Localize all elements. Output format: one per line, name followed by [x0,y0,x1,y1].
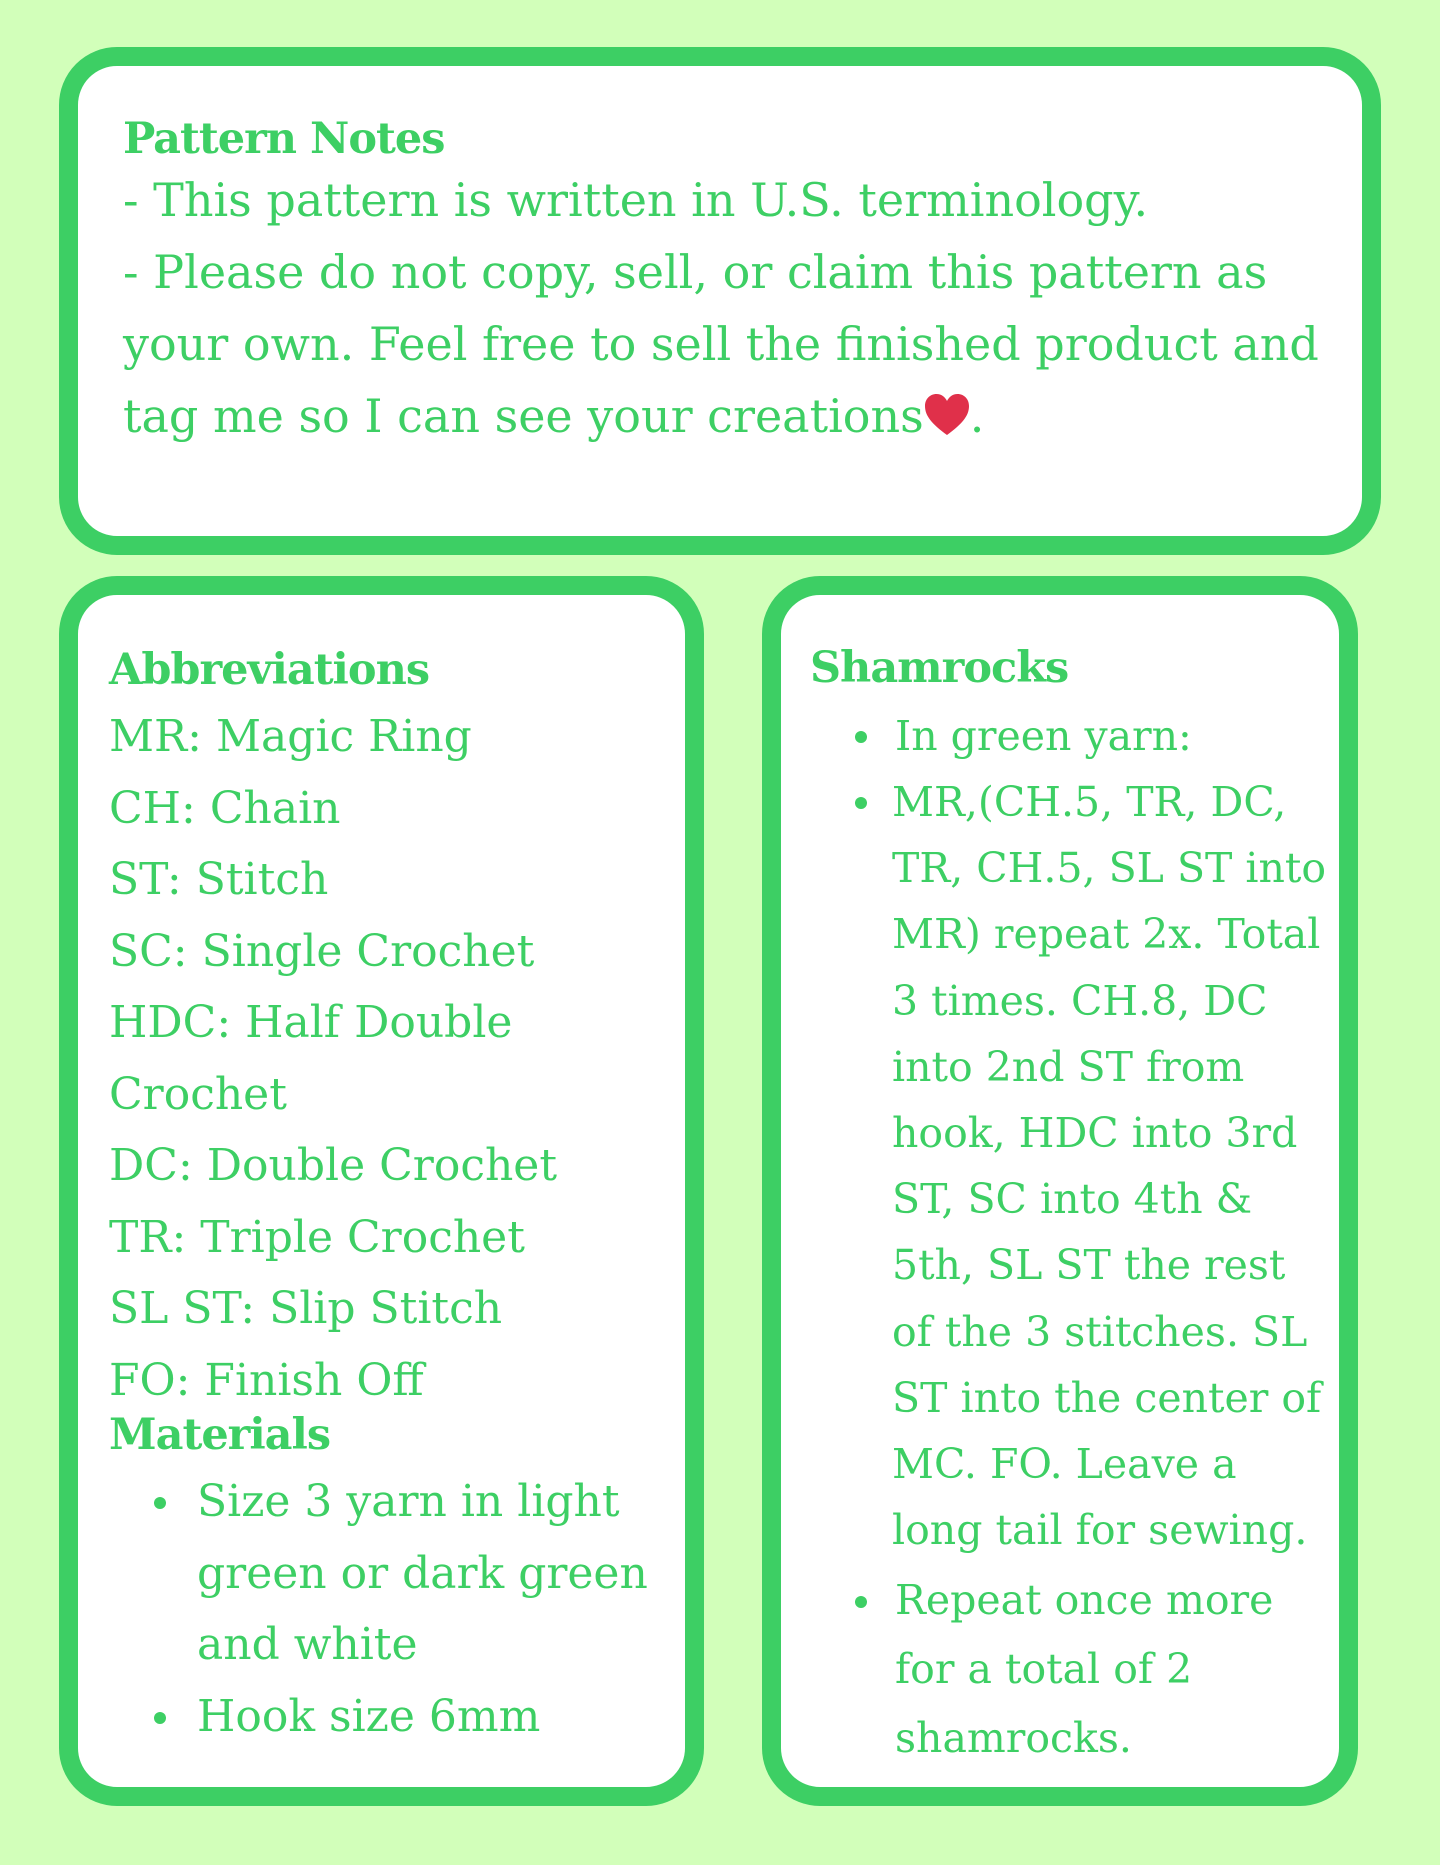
shamrocks-card [762,576,1358,1806]
abbreviations-card [59,576,704,1806]
pattern-notes-body [123,164,1322,452]
abbreviation-item: HDC: Half Double [109,997,513,1048]
abbreviation-item: DC: Double Crochet [109,1140,558,1191]
pattern-notes-heading: Pattern Notes [123,114,445,164]
materials-item-hook: Hook size 6mm [109,1681,665,1753]
shamrocks-step-yarn: In green yarn: [810,703,1331,769]
abbreviation-item: SC: Single Crochet [109,925,535,977]
abbreviation-item: MR: Magic Ring [109,711,472,762]
abbreviations-list [109,701,665,1416]
abbreviations-heading: Abbreviations [109,645,430,695]
abbreviation-item: SL ST: Slip Stitch [109,1283,503,1334]
notes-line-copyright: - Please do not copy, sell, or claim this pattern as your own. Feel free to sell the finished product and tag me so I can see your creations [123,245,1319,443]
abbreviation-item: TR: Triple Crochet [109,1211,525,1263]
shamrocks-heading: Shamrocks [810,643,1069,693]
abbreviation-item: CH: Chain [109,782,341,834]
materials-heading: Materials [109,1410,331,1460]
pattern-notes-card [59,47,1381,555]
shamrocks-step-instructions: MR,(CH.5, TR, DC, TR, CH.5, SL ST into MR) repeat 2x. Total 3 times. CH.8, DC into 2nd ST from hook, HDC into 3rd ST, SC into 4th & 5th, SL ST the rest of the 3 stitches. SL ST into the center of MC. FO. Leave a long tail for sewing. [810,769,1331,1563]
abbreviation-item: Crochet [109,1068,287,1120]
materials-item-yarn: Size 3 yarn in light green or dark green and white [109,1466,665,1681]
abbreviation-item: ST: Stitch [109,854,329,905]
materials-list [109,1466,665,1752]
shamrocks-steps-list [810,703,1331,1773]
shamrocks-step-repeat: Repeat once more for a total of 2 shamrocks. [810,1566,1331,1773]
notes-line-terminology: - This pattern is written in U.S. terminology. [123,173,1149,227]
notes-line-end: . [969,389,985,443]
abbreviation-item: FO: Finish Off [109,1354,424,1406]
heart-icon [924,393,970,437]
